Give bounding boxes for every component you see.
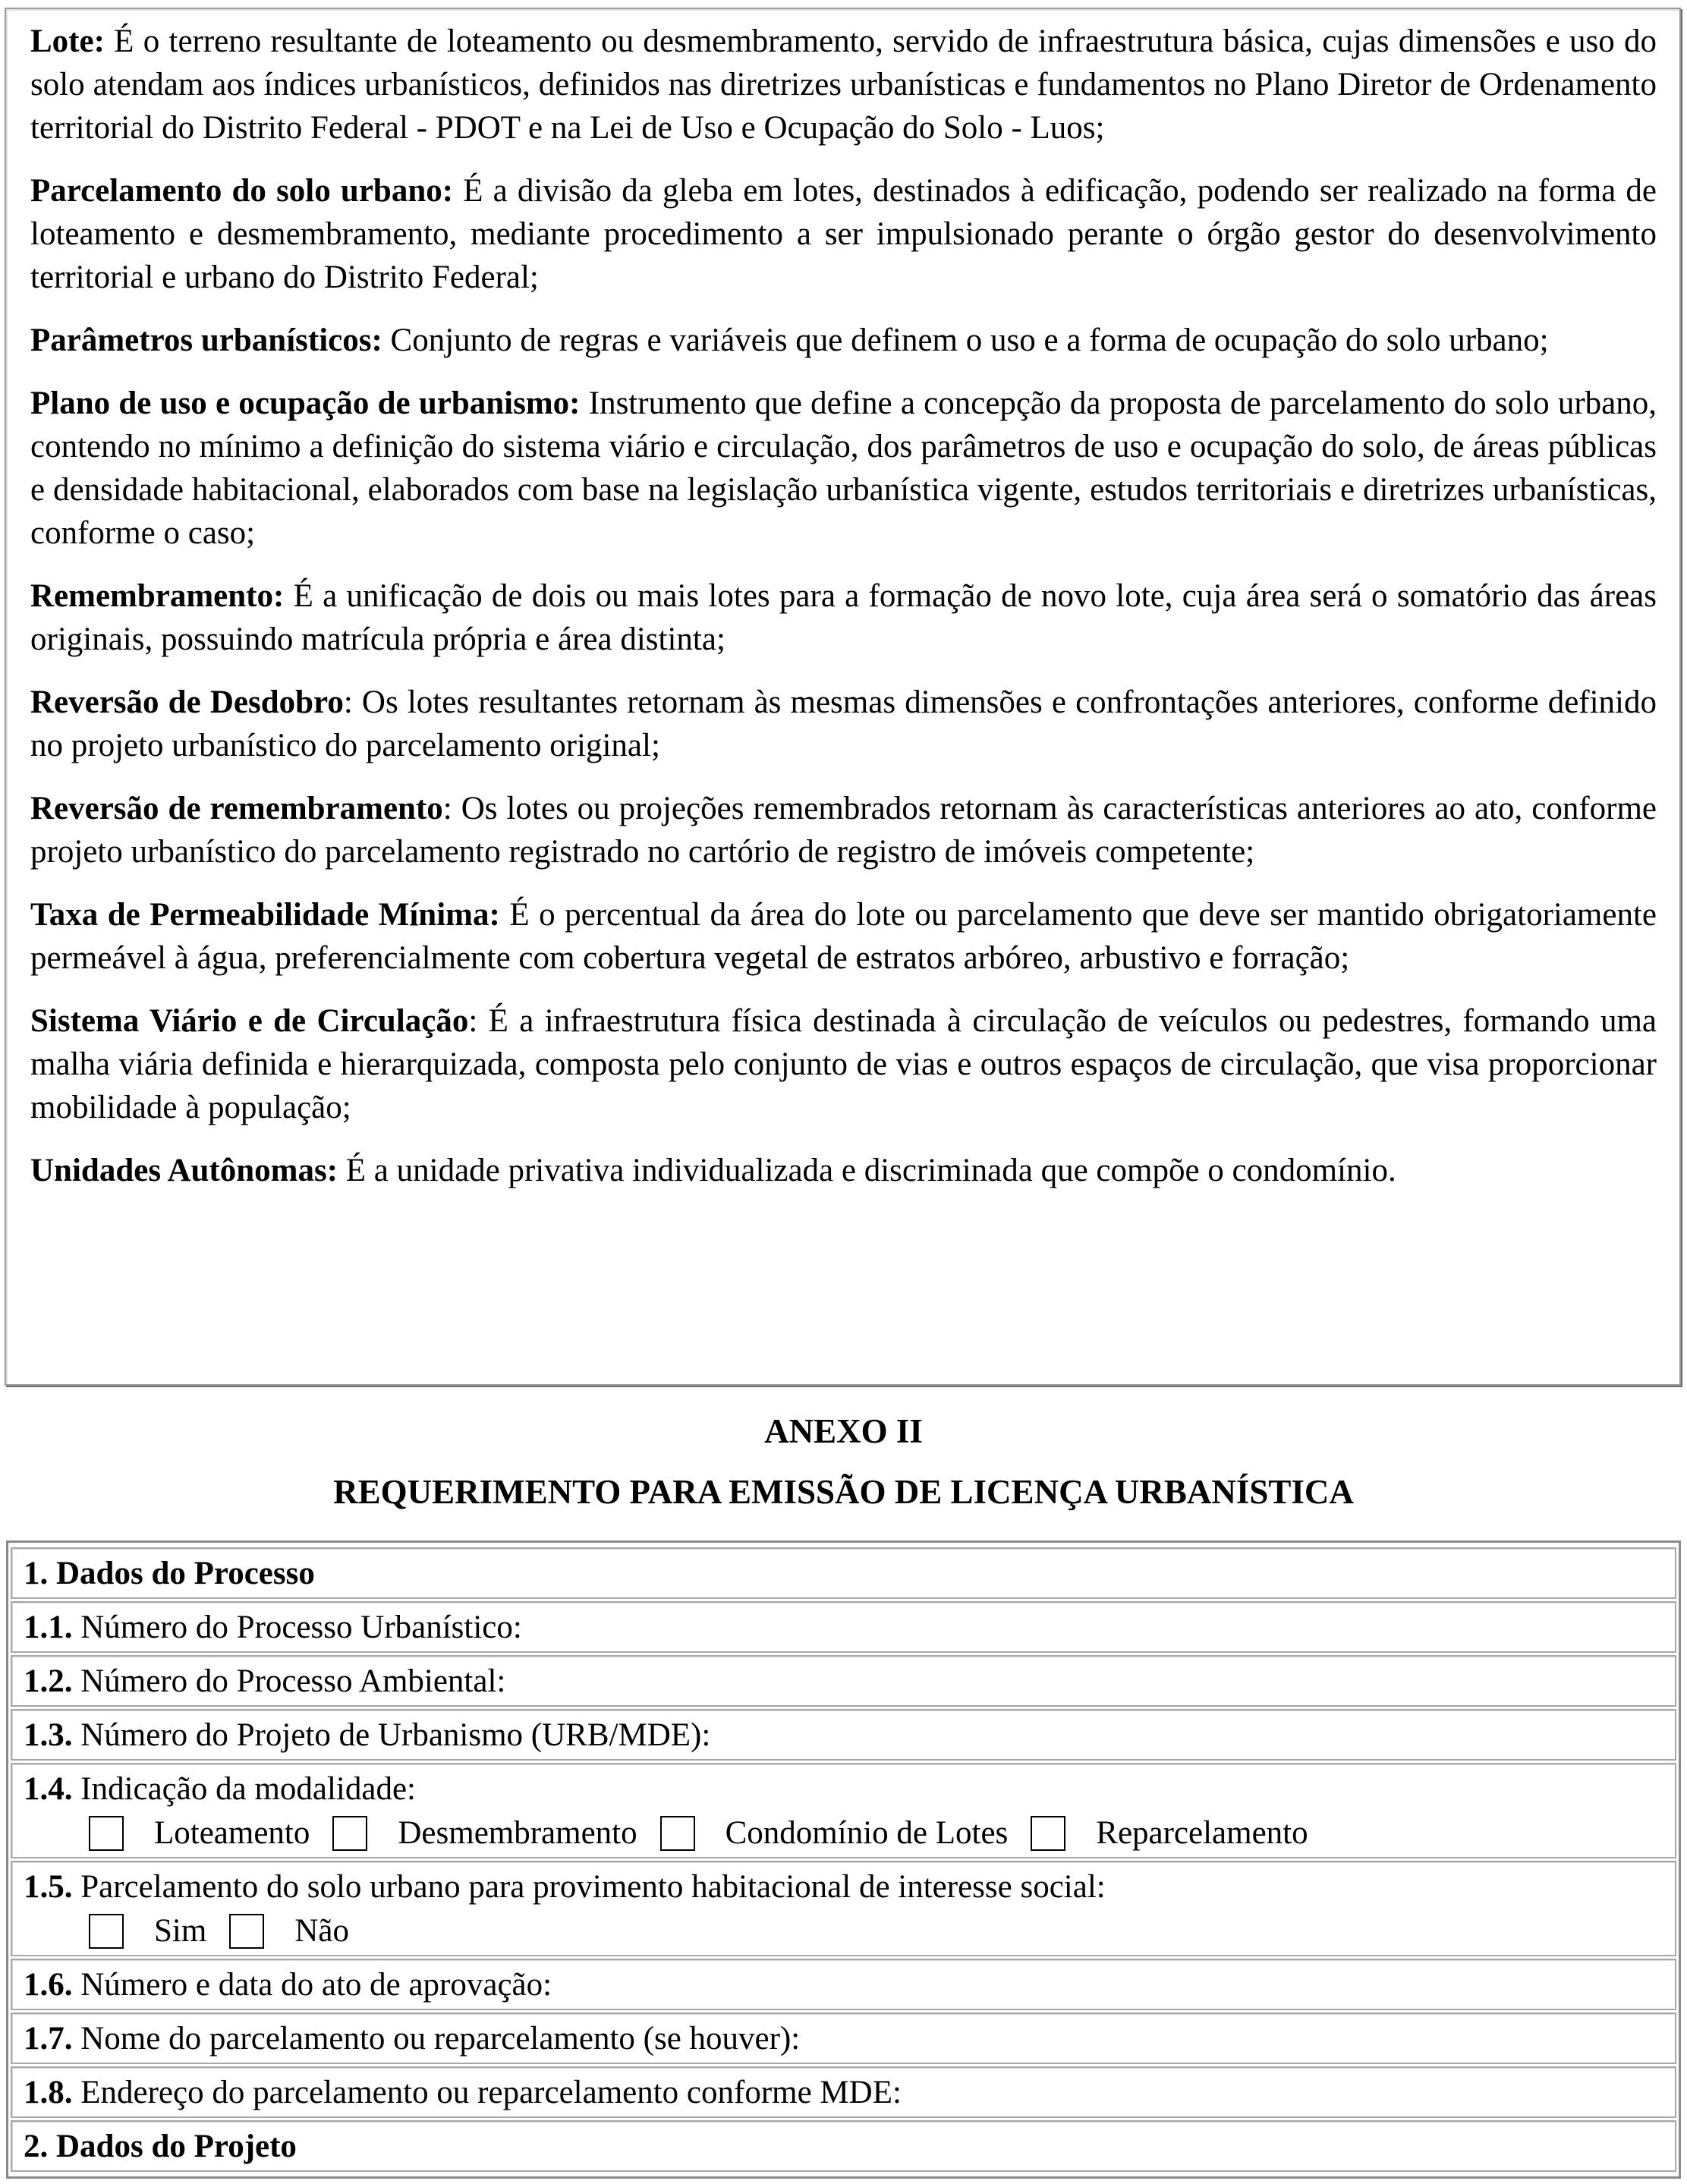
option-sim[interactable] xyxy=(89,1909,206,1953)
row-number: 1.3. xyxy=(24,1717,73,1753)
option-label: Desmembramento xyxy=(398,1815,637,1851)
definition-term: Parcelamento do solo urbano: xyxy=(30,173,454,209)
definition-text: É a unidade privativa individualizada e discriminada que compõe o condomínio. xyxy=(338,1153,1396,1188)
modality-options xyxy=(24,1811,1675,1855)
form-row-1-3[interactable] xyxy=(11,1709,1676,1761)
row-number: 1.5. xyxy=(24,1869,73,1905)
definition-sistema-viario xyxy=(30,999,1657,1129)
section-header-project xyxy=(11,2120,1676,2172)
option-label: Condomínio de Lotes xyxy=(725,1815,1009,1851)
option-desmembramento[interactable] xyxy=(332,1811,637,1855)
option-condominio-lotes[interactable] xyxy=(660,1811,1009,1855)
definition-remembramento xyxy=(30,574,1657,661)
definition-term: Parâmetros urbanísticos: xyxy=(30,323,382,358)
form-row-1-4 xyxy=(11,1763,1676,1858)
definition-term: Plano de uso e ocupação de urbanismo: xyxy=(30,386,581,421)
row-label: Parcelamento do solo urbano para provimento habitacional de interesse social: xyxy=(72,1869,1106,1905)
definition-text: : É a infraestrutura física destinada à circulação de veículos ou pedestres, formando uma malha viária definida e hierarquizada, composta pelo conjunto de vias e outros espaços de circulação, que visa proporcionar mobilidade à população; xyxy=(30,1003,1657,1125)
row-label: Número do Processo Urbanístico: xyxy=(72,1610,522,1645)
annex-subtitle: REQUERIMENTO PARA EMISSÃO DE LICENÇA URBANÍSTICA xyxy=(333,1473,1354,1511)
row-label: Número do Processo Ambiental: xyxy=(72,1663,506,1699)
form-row-1-1[interactable] xyxy=(11,1601,1676,1653)
option-label: Reparcelamento xyxy=(1096,1815,1308,1851)
form-row-1-6[interactable] xyxy=(11,1959,1676,2010)
option-reparcelamento[interactable] xyxy=(1031,1811,1308,1855)
option-label: Loteamento xyxy=(154,1815,310,1851)
definition-text: Instrumento que define a concepção da proposta de parcelamento do solo urbano, contendo no mínimo a definição do sistema viário e circulação, dos parâmetros de uso e ocupação do solo, de áreas públicas e densidade habitacional, elaborados com base na legislação urbanística vigente, estudos territoriais e diretrizes urbanísticas, conforme o caso; xyxy=(30,386,1657,551)
definition-text: É o percentual da área do lote ou parcelamento que deve ser mantido obrigatoriamente permeável à água, preferencialmente com cobertura vegetal de estratos arbóreo, arbustivo e forração; xyxy=(30,897,1657,976)
row-label: Número e data do ato de aprovação: xyxy=(72,1967,552,2003)
checkbox-loteamento[interactable] xyxy=(89,1816,124,1851)
row-number: 1.1. xyxy=(24,1610,73,1645)
checkbox-desmembramento[interactable] xyxy=(332,1816,367,1851)
definition-term: Reversão de remembramento xyxy=(30,791,443,826)
definition-lote xyxy=(30,20,1657,149)
row-number: 1.6. xyxy=(24,1967,73,2003)
definition-text: É a unificação de dois ou mais lotes para a formação de novo lote, cuja área será o somatório das áreas originais, possuindo matrícula própria e área distinta; xyxy=(30,578,1657,657)
definition-plano-uso xyxy=(30,382,1657,555)
definition-term: Lote: xyxy=(30,24,105,59)
row-number: 1.2. xyxy=(24,1663,73,1699)
definition-term: Taxa de Permeabilidade Mínima: xyxy=(30,897,500,933)
definition-reversao-desdobro xyxy=(30,681,1657,767)
checkbox-reparcelamento[interactable] xyxy=(1031,1816,1065,1851)
row-number: 1.4. xyxy=(24,1771,73,1807)
definition-term: Unidades Autônomas: xyxy=(30,1153,338,1188)
row-label: Indicação da modalidade: xyxy=(72,1771,416,1807)
form-row-1-5 xyxy=(11,1861,1676,1956)
checkbox-condominio-lotes[interactable] xyxy=(660,1816,695,1851)
section-header-process xyxy=(11,1547,1676,1599)
request-form-table xyxy=(6,1540,1681,2179)
definition-text: É a divisão da gleba em lotes, destinados à edificação, podendo ser realizado na forma de loteamento e desmembramento, mediante procedimento a ser impulsionado perante o órgão gestor do desenvolvimento territorial e urbano do Distrito Federal; xyxy=(30,173,1657,295)
definition-text: : Os lotes ou projeções remembrados retornam às características anteriores ao ato, conforme projeto urbanístico do parcelamento registrado no cartório de registro de imóveis competente; xyxy=(30,791,1657,870)
definition-text: : Os lotes resultantes retornam às mesmas dimensões e confrontações anteriores, conforme definido no projeto urbanístico do parcelamento original; xyxy=(30,684,1657,763)
row-label: Nome do parcelamento ou reparcelamento (se houver): xyxy=(72,2021,801,2057)
definition-taxa-permeabilidade xyxy=(30,893,1657,980)
definition-term: Sistema Viário e de Circulação xyxy=(30,1003,469,1039)
row-number: 1.8. xyxy=(24,2075,73,2110)
form-row-1-8[interactable] xyxy=(11,2066,1676,2118)
section-title: 2. Dados do Projeto xyxy=(24,2129,297,2164)
definition-text: Conjunto de regras e variáveis que definem o uso e a forma de ocupação do solo urbano; xyxy=(382,323,1549,358)
checkbox-nao[interactable] xyxy=(229,1914,264,1949)
option-nao[interactable] xyxy=(229,1909,349,1953)
row-label: Endereço do parcelamento ou reparcelamento conforme MDE: xyxy=(72,2075,902,2110)
social-interest-options xyxy=(24,1909,1675,1953)
form-row-1-2[interactable] xyxy=(11,1655,1676,1707)
definition-parcelamento xyxy=(30,169,1657,299)
checkbox-sim[interactable] xyxy=(89,1914,124,1949)
definition-unidades-autonomas xyxy=(30,1149,1657,1192)
definition-term: Remembramento: xyxy=(30,578,285,614)
section-title: 1. Dados do Processo xyxy=(24,1556,315,1591)
definition-reversao-remembramento xyxy=(30,787,1657,873)
definition-parametros xyxy=(30,319,1657,362)
form-row-1-7[interactable] xyxy=(11,2012,1676,2064)
definitions-box xyxy=(5,8,1681,1386)
definition-term: Reversão de Desdobro xyxy=(30,684,344,720)
row-label: Número do Projeto de Urbanismo (URB/MDE): xyxy=(72,1717,711,1753)
definition-text: É o terreno resultante de loteamento ou desmembramento, servido de infraestrutura básica, cujas dimensões e uso do solo atendam aos índices urbanísticos, definidos nas diretrizes urbanísticas e fundamentos no Plano Diretor de Ordenamento territorial do Distrito Federal - PDOT e na Lei de Uso e Ocupação do Solo - Luos; xyxy=(30,24,1657,146)
option-loteamento[interactable] xyxy=(89,1811,310,1855)
option-label: Não xyxy=(294,1913,349,1949)
row-number: 1.7. xyxy=(24,2021,73,2057)
annex-title: ANEXO II xyxy=(764,1412,923,1450)
option-label: Sim xyxy=(154,1913,207,1949)
